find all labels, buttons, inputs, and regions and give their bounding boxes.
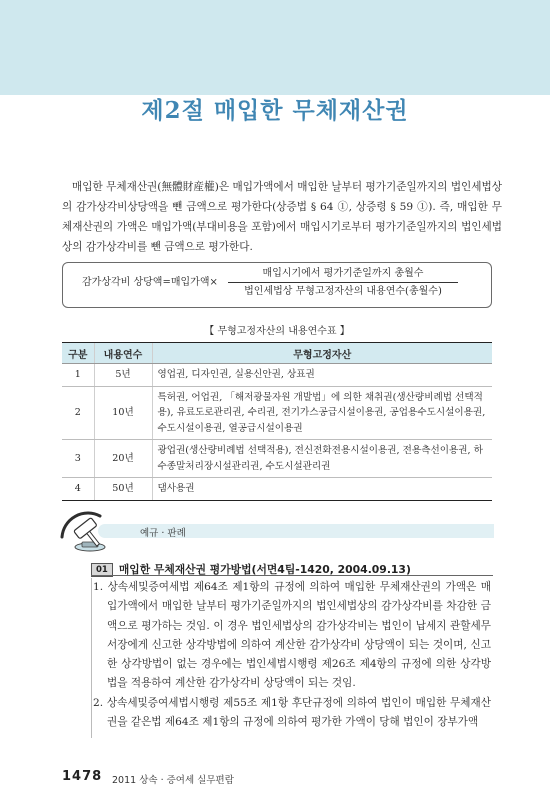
cell-useful-life: 5년 [94, 364, 152, 387]
cell-useful-life: 20년 [94, 440, 152, 478]
case-divider [91, 575, 493, 576]
table-row [62, 364, 492, 387]
cell-category: 1 [62, 364, 94, 387]
table-row [62, 386, 492, 440]
table-caption: 【 무형고정자산의 내용연수표 】 [204, 326, 350, 337]
useful-life-table [62, 342, 492, 501]
cell-useful-life: 50년 [94, 478, 152, 501]
list-item: 1. 상속세및증여세법 제64조 제1항의 규정에 의하여 매입한 무체재산권의 가액은 매입가액에서 매입한 날부터 평가기준일까지의 법인세법상의 감가상각비를 차감한 금액으로 평가하는 것임. 이 경우 법인세법상의 감가상각비는 법인이 납세지 관할세무서장에게 신고한 상각방법에 의하여 계산한 감가상각비 상당액이 되는 것이며, 신고한 상각방법이 없는 경우에는 법인세법시행령 제26조 제4항의 규정에 의한 상각방법을 적용하여 계산한 감가상각비 상당액이 되는 것임. [93, 581, 491, 690]
col-header-intangible-assets: 무형고정자산 [152, 343, 492, 364]
case-number-badge: 01 [91, 563, 113, 577]
table-row [62, 440, 492, 478]
cell-category: 2 [62, 386, 94, 440]
page-number: 1478 [62, 769, 103, 784]
cell-category: 3 [62, 440, 94, 478]
ruling-points [93, 578, 491, 732]
col-header-category: 구분 [62, 343, 94, 364]
table-row [62, 478, 492, 501]
running-footer: 2011 상속 · 증여세 실무편람 [112, 775, 234, 786]
cell-assets: 영업권, 디자인권, 실용신안권, 상표권 [152, 364, 492, 387]
intro-text: 매입한 무체재산권(無體財産權)은 매입가액에서 매입한 날부터 평가기준일까지의 법인세법상의 감가상각비상당액을 뺀 금액으로 평가한다(상증법 § 64 ①, 상증령 § 59 ①). 즉, 매입한 무체재산권의 가액은 매입가액(부대비용을 포함)에서 매입시기로부터 평가기준일까지의 법인세법상의 감가상각비를 뺀 금액으로 평가한다. [62, 181, 502, 253]
gavel-icon [60, 510, 116, 554]
cell-assets: 광업권(생산량비례법 선택적용), 전신전화전용시설이용권, 전용측선이용권, 하수종말처리장시설관리권, 수도시설관리권 [152, 440, 492, 478]
list-item: 2. 상속세및증여세법시행령 제55조 제1항 후단규정에 의하여 법인이 매입한 무체재산권을 같은법 제64조 제1항의 규정에 의하여 평가한 가액이 당해 법인이 장부가액 [93, 696, 491, 729]
cell-assets: 특허권, 어업권, 「해저광물자원 개발법」에 의한 채취권(생산량비례법 선택적용), 유료도로관리권, 수리권, 전기가스공급시설이용권, 공업용수도시설이용권, 수도시설이용권, 열공급시설이용권 [152, 386, 492, 440]
page-title: 제2절 매입한 무체재산권 [141, 97, 409, 124]
formula-denominator: 법인세법상 무형고정자산의 내용연수(총월수) [244, 286, 442, 297]
cell-assets: 댐사용권 [152, 478, 492, 501]
case-side-rule [91, 578, 92, 738]
cell-category: 4 [62, 478, 94, 501]
formula-numerator: 매입시기에서 평가기준일까지 총월수 [228, 266, 458, 283]
formula-fraction [228, 266, 458, 299]
header-band [0, 0, 550, 95]
formula-lhs: 감가상각비 상당액=매입가액× [82, 277, 218, 288]
cell-useful-life: 10년 [94, 386, 152, 440]
col-header-useful-life: 내용연수 [94, 343, 152, 364]
intro-paragraph [62, 177, 502, 257]
case-title: 매입한 무체재산권 평가방법(서면4팀-1420, 2004.09.13) [118, 563, 411, 576]
table-header-row [62, 343, 492, 364]
ruling-section-label: 예규 · 판례 [140, 528, 186, 539]
